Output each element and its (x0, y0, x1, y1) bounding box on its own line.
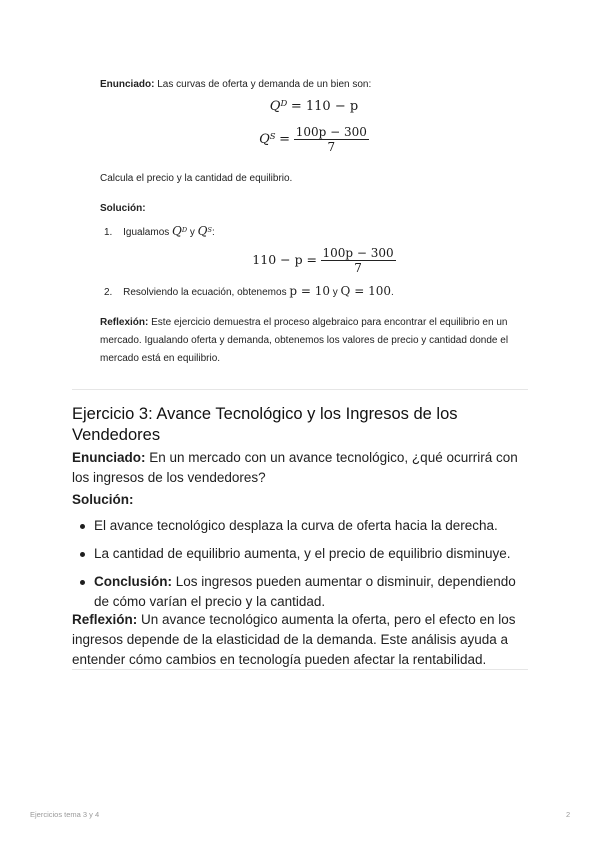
ex3-solucion-label: Solución: (72, 492, 134, 507)
supply-fraction: $\frac{100p - 300}{7}$ (295, 125, 367, 154)
ex2-step1: 1. Igualamos $Q^D$ y $Q^S$: (104, 224, 215, 238)
ex2-reflexion-text: Este ejercicio demuestra el proceso algebraico para encontrar el equilibrio en un mercado. Igualando oferta y demanda, obtenemos los valores de precio y cantidad donde el mercado está en equilibrio. (100, 317, 509, 364)
ex2-enunciado-text: Las curvas de oferta y demanda de un bien son: (157, 79, 372, 90)
list-item: La cantidad de equilibrio aumenta, y el precio de equilibrio disminuye. (72, 544, 528, 564)
ex2-reflexion (100, 314, 520, 368)
ex2-step2: 2. Resolviendo la ecuación, obtenemos p = 10 y Q = 100. (104, 284, 394, 298)
ex3-reflexion (72, 610, 528, 670)
ex2-solucion-label: Solución: (100, 203, 146, 214)
ex2-enunciado (100, 77, 520, 92)
ex3-title: Ejercicio 3: Avance Tecnológico y los Ingresos de los Vendedores (72, 405, 458, 444)
ex3-enunciado-text: En un mercado con un avance tecnológico, ¿qué ocurrirá con los ingresos de los vendedores? (72, 450, 518, 485)
equilibrium-fraction: $\frac{100p - 300}{7}$ (322, 246, 394, 275)
ex2-reflexion-label: Reflexión: (100, 317, 149, 328)
ex3-enunciado-label: Enunciado: (72, 450, 146, 465)
page-number: 2 (566, 810, 571, 819)
conclusion-text: Los ingresos pueden aumentar o disminuir, dependiendo de cómo varían el precio y la cantidad. (94, 574, 516, 609)
equation-supply: $Q^S$ = $\frac{100p - 300}{7}$ (259, 125, 367, 154)
ex2-enunciado-label: Enunciado: (100, 79, 155, 90)
footer-title: Ejercicios tema 3 y 4 (30, 810, 100, 819)
ex3-reflexion-label: Reflexión: (72, 612, 138, 627)
list-item: El avance tecnológico desplaza la curva de oferta hacia la derecha. (72, 516, 528, 536)
conclusion-label: Conclusión: (94, 574, 172, 589)
ex3-solution-list (72, 516, 528, 620)
section-divider (72, 389, 528, 390)
ex3-reflexion-text: Un avance tecnológico aumenta la oferta, pero el efecto en los ingresos depende de la elasticidad de la demanda. Este análisis ayuda a entender cómo cambios en tecnología pueden afectar la rentabilidad. (72, 612, 516, 667)
ex3-enunciado (72, 448, 528, 488)
equation-demand: $Q^D = 110 - p$ (269, 98, 359, 114)
list-item (72, 572, 528, 612)
ex2-calcula: Calcula el precio y la cantidad de equilibrio. (100, 173, 293, 184)
equation-equilibrium: 110 − p = $\frac{100p - 300}{7}$ (252, 246, 394, 275)
section-divider (72, 669, 528, 670)
